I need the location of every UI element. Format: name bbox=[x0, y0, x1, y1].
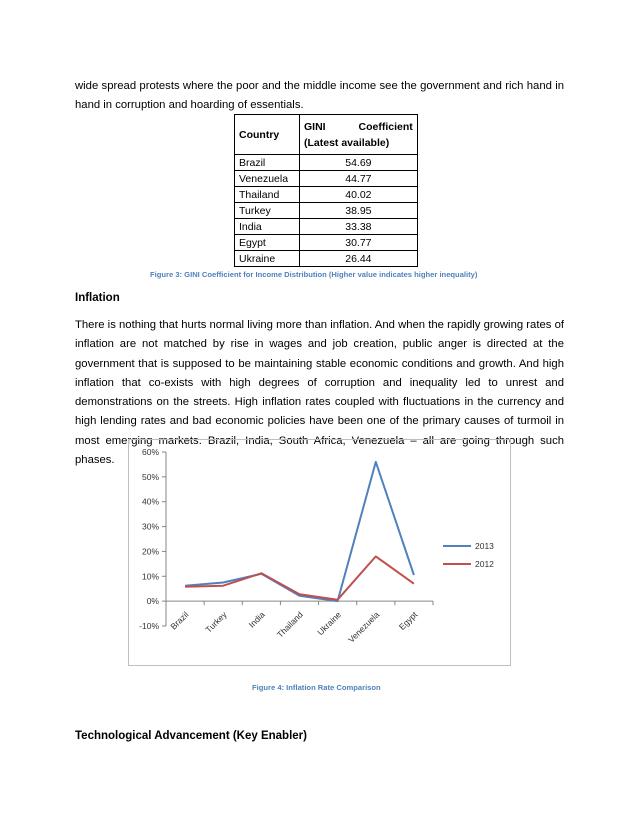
inflation-heading: Inflation bbox=[75, 292, 120, 304]
table-row bbox=[235, 203, 418, 219]
x-tick-label: Brazil bbox=[168, 609, 191, 632]
y-tick-label: 50% bbox=[141, 471, 159, 482]
cell-country: Ukraine bbox=[235, 251, 300, 267]
inflation-chart-svg bbox=[129, 440, 510, 665]
y-tick-label: 60% bbox=[141, 447, 159, 457]
inflation-chart bbox=[128, 439, 511, 666]
table-row bbox=[235, 187, 418, 203]
y-tick-label: 40% bbox=[141, 496, 159, 507]
cell-country: Thailand bbox=[235, 187, 300, 203]
x-tick-label: Venezuela bbox=[346, 609, 382, 645]
cell-value: 26.44 bbox=[300, 251, 418, 267]
figure3-caption: Figure 3: GINI Coefficient for Income Distribution (Higher value indicates higher inequality) bbox=[150, 270, 478, 279]
header-country: Country bbox=[235, 115, 300, 155]
y-tick-label: 0% bbox=[146, 596, 159, 607]
y-tick-label: 30% bbox=[141, 521, 159, 532]
cell-value: 38.95 bbox=[300, 203, 418, 219]
inflation-paragraph: There is nothing that hurts normal living more than inflation. And when the rapidly growing rates of inflation are not matched by rise in wages and job creation, public anger is directed at the government that is supposed to be maintaining stable economic conditions and growth. And high inflation that co-exists with high degrees of corruption and inequality led to unrest and demonstrations on the streets. High inflation rates coupled with fluctuations in the currency and high lending rates and bad economic policies have been one of the primary causes of turmoil in most emerging markets. Brazil, India, South Africa, Venezuela – all are going through such phases. bbox=[75, 319, 564, 467]
table-row bbox=[235, 219, 418, 235]
y-tick-label: -10% bbox=[139, 621, 159, 631]
x-tick-label: Ukraine bbox=[315, 609, 344, 638]
tech-heading: Technological Advancement (Key Enabler) bbox=[75, 730, 307, 742]
y-tick-label: 10% bbox=[141, 571, 159, 582]
y-tick-label: 20% bbox=[141, 546, 159, 557]
header-gini-line1: GINI Coefficient bbox=[304, 120, 413, 133]
cell-value: 54.69 bbox=[300, 155, 418, 171]
legend-label-2012: 2012 bbox=[475, 559, 494, 569]
x-tick-label: Thailand bbox=[274, 609, 305, 640]
cell-value: 30.77 bbox=[300, 235, 418, 251]
table-row bbox=[235, 235, 418, 251]
cell-country: Turkey bbox=[235, 203, 300, 219]
gini-table bbox=[234, 114, 418, 267]
table-row bbox=[235, 251, 418, 267]
cell-value: 40.02 bbox=[300, 187, 418, 203]
x-tick-label: Turkey bbox=[203, 609, 229, 635]
cell-country: Brazil bbox=[235, 155, 300, 171]
table-row bbox=[235, 171, 418, 187]
x-tick-label: India bbox=[246, 609, 267, 630]
cell-country: Venezuela bbox=[235, 171, 300, 187]
series-line-2012 bbox=[185, 556, 414, 599]
header-gini bbox=[300, 115, 418, 155]
cell-value: 33.38 bbox=[300, 219, 418, 235]
cell-country: India bbox=[235, 219, 300, 235]
cell-country: Egypt bbox=[235, 235, 300, 251]
gini-table-header-row bbox=[235, 115, 418, 155]
cell-value: 44.77 bbox=[300, 171, 418, 187]
x-tick-label: Egypt bbox=[396, 609, 420, 632]
intro-paragraph: wide spread protests where the poor and the middle income see the government and rich hand in hand in corruption and hoarding of essentials. bbox=[75, 80, 564, 112]
header-gini-line2: (Latest available) bbox=[304, 136, 390, 149]
table-row bbox=[235, 155, 418, 171]
figure4-caption: Figure 4: Inflation Rate Comparison bbox=[252, 683, 381, 692]
series-line-2013 bbox=[185, 462, 414, 601]
legend-label-2013: 2013 bbox=[475, 541, 494, 551]
